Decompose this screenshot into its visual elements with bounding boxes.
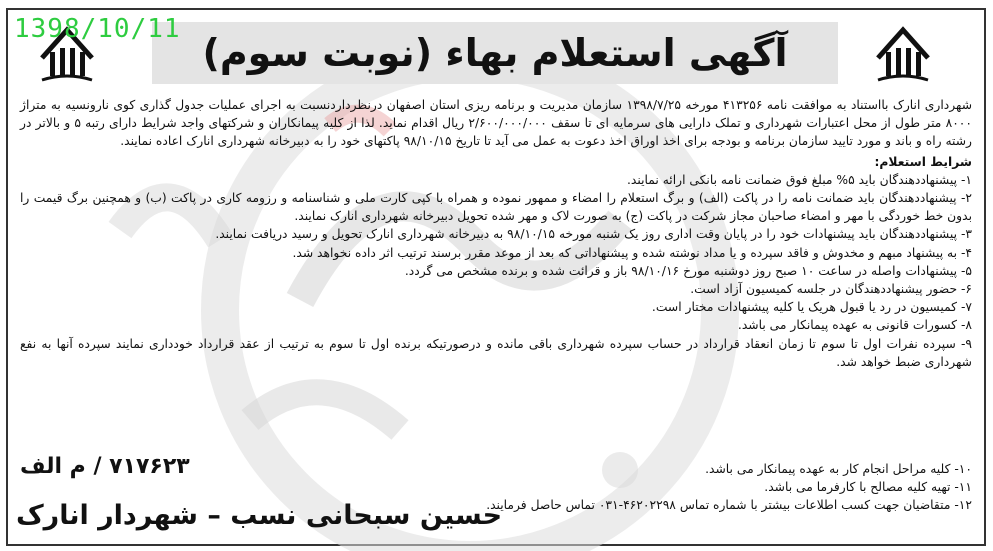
date-stamp: 1398/10/11 (14, 14, 181, 44)
signature-line: حسین سبحانی نسب – شهردار انارک (16, 500, 503, 531)
notice-body (20, 96, 972, 371)
condition-item: ۳- پیشنهاددهندگان باید پیشنهادات خود را در پایان وقت اداری روز یک شنبه مورخه ۹۸/۱۰/۱۵ به دبیرخانه شهرداری انارک تحویل و رسید دریافت نمایند. (215, 227, 972, 242)
conditions-list (20, 171, 972, 371)
condition-item: ۱۱- تهیه کلیه مصالح با کارفرما می باشد. (764, 480, 972, 495)
title-banner (152, 22, 838, 84)
condition-item: ۱- پیشنهاددهندگان باید ۵% مبلغ فوق ضمانت نامه بانکی ارائه نمایند. (627, 172, 972, 187)
condition-item: ۷- کمیسیون در رد یا قبول هریک یا کلیه پیشنهادات مختار است. (651, 300, 972, 315)
condition-item: ۹- سپرده نفرات اول تا سوم تا زمان انعقاد قرارداد در حساب سپرده شهرداری باقی مانده و درصورتیکه برنده اول تا سوم به ترتیب از عقد قرارداد خودداری نمایند سپرده آنها به نفع شهرداری ضبط خواهد شد. (20, 336, 972, 369)
condition-item: ۱۰- کلیه مراحل انجام کار به عهده پیمانکار می باشد. (705, 462, 972, 476)
conditions-heading: شرایط استعلام: (874, 154, 972, 169)
condition-item: ۱۲- متقاضیان جهت کسب اطلاعات بیشتر با شماره تماس ۴۶۲۰۲۲۹۸-۰۳۱ تماس حاصل فرمایند. (486, 498, 972, 513)
condition-item: ۶- حضور پیشنهاددهندگان در جلسه کمیسیون آزاد است. (690, 282, 972, 297)
notice-title: آگهی استعلام بهاء (نوبت سوم) (202, 31, 788, 75)
condition-item: ۵- پیشنهادات واصله در ساعت ۱۰ صبح روز دوشنبه مورخ ۹۸/۱۰/۱۶ باز و قرائت شده و برنده مشخص می گردد. (404, 263, 972, 278)
anarak-municipality-logo-right (868, 18, 938, 88)
conditions-tail (470, 460, 972, 515)
intro-paragraph: شهرداری انارک بااستناد به موافقت نامه ۴۱۳۲۵۶ مورخه ۱۳۹۸/۷/۲۵ سازمان مدیریت و برنامه ریزی استان اصفهان درنظرداردنسبت به اجرای عملیات جدول گذاری کوی نارونسیه به متراژ ۸۰۰۰ متر طول از محل اعتبارات شهرداری و تملک دارایی های سرمایه ای تا سقف ۲/۶۰۰/۰۰۰/۰۰۰ ریال اقدام نماید. لذا از کلیه پیمانکاران و شرکتهای واجد شرایط دارای رتبه ۵ و بالاتر در رشته راه و باند و مورد تایید سازمان برنامه و بودجه برای اخذ اوراق اخذ دعوت به عمل می آید تا تاریخ ۹۸/۱۰/۱۵ پاکتهای خود را به دبیرخانه شهرداری انارک اعاده نمایند. (20, 98, 973, 149)
reference-number: ۷۱۷۶۲۳ / م الف (20, 454, 190, 479)
condition-item: ۸- کسورات قانونی به عهده پیمانکار می باشد. (737, 318, 972, 333)
condition-item: ۲- پیشنهاددهندگان باید ضمانت نامه را در پاکت (الف) و برگ استعلام را امضاء و ممهور نموده و همراه با کپی کارت ملی و شناسنامه و رزومه کاری در پاکت (ب) و همچنین برگ قیمت را بدون خط خوردگی با مهر و امضاء صاحبان مجاز شرکت در پاکت (ج) به صورت لاک و مهر شده تحویل دبیرخانه شهرداری انارک نمایند. (20, 191, 972, 224)
condition-item: ۴- به پیشنهاد مبهم و مخدوش و فاقد سپرده و یا مداد نوشته شده و پیشنهاداتی که بعد از موعد مقرر برسند ترتیب اثر داده نخواهد شد. (292, 245, 972, 260)
